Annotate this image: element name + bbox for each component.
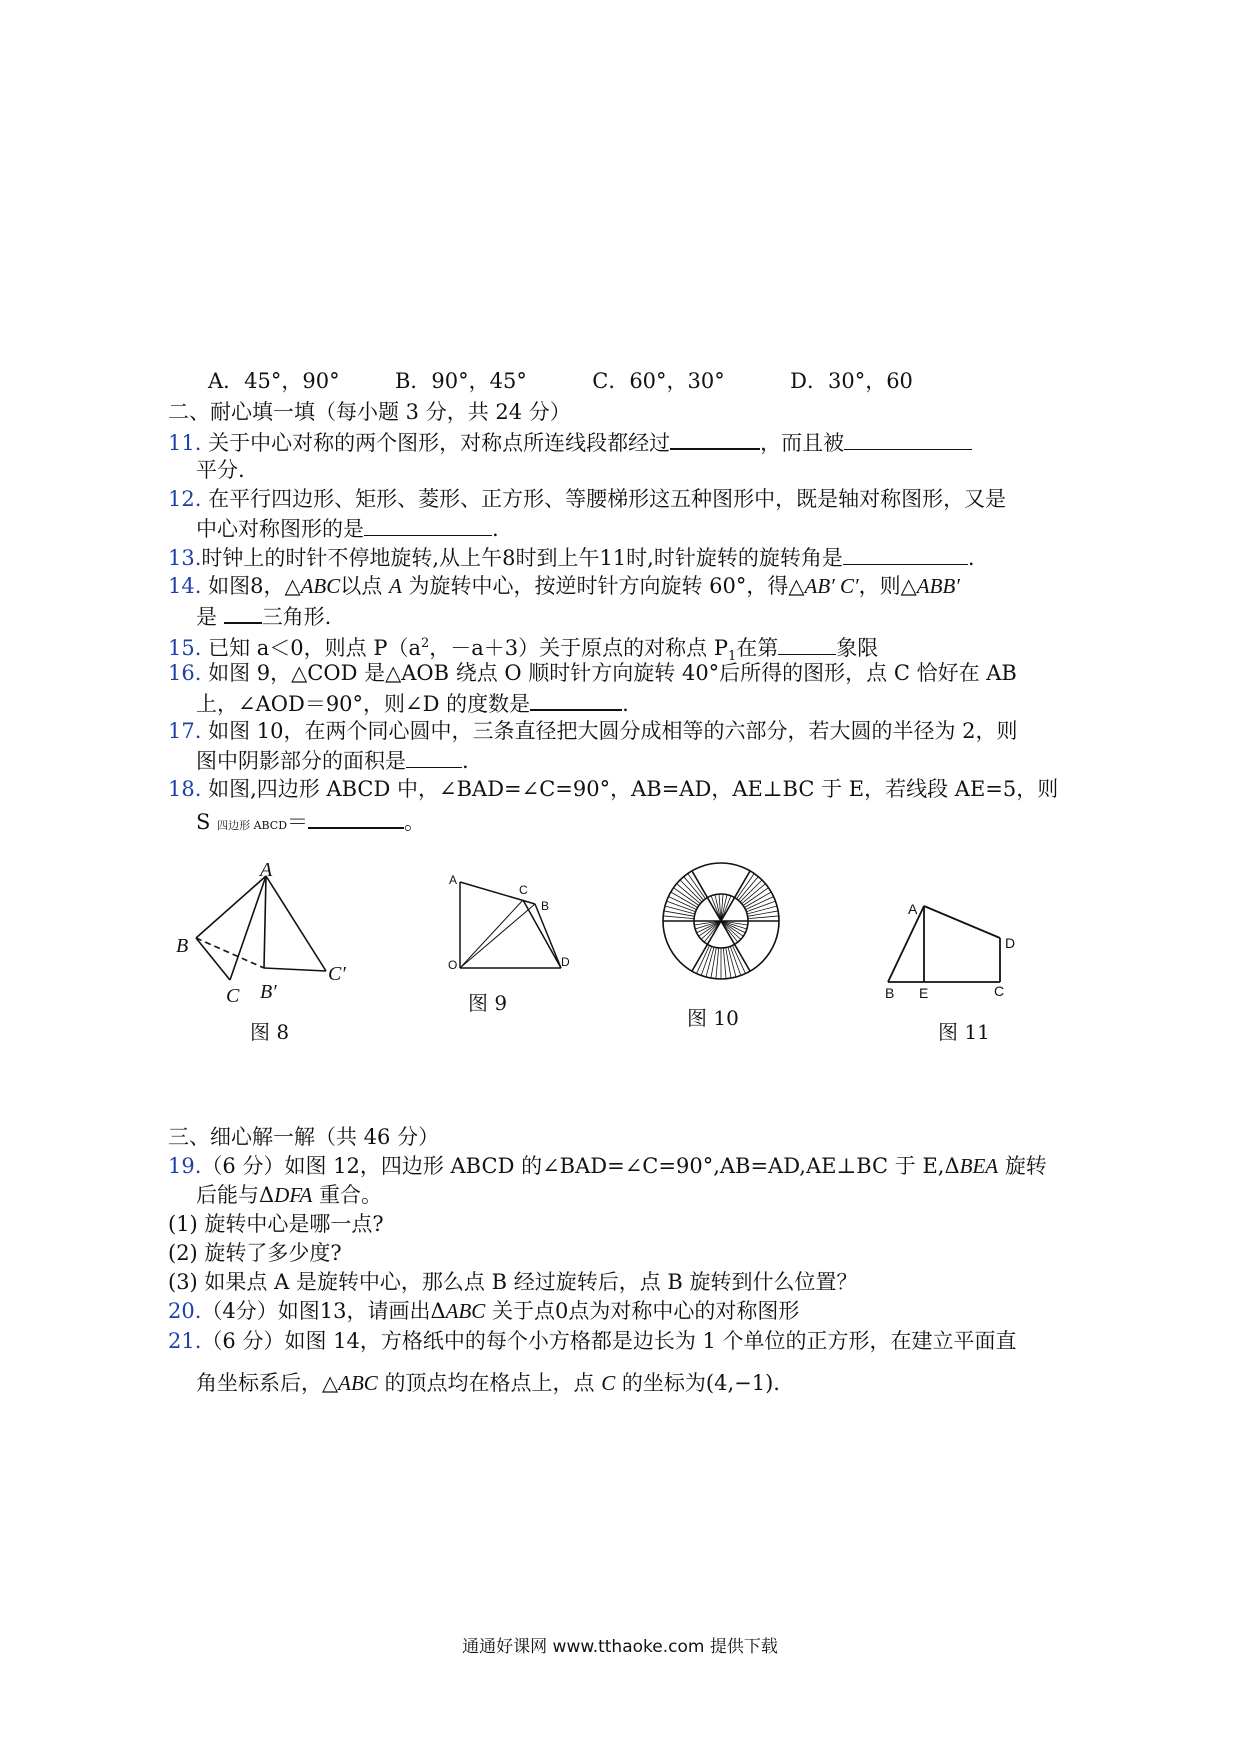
question-text: 如图,四边形 ABCD 中，∠BAD=∠C=90°，AB=AD，AE⊥BC 于 E，若线段 AE=5，则 [208,777,1059,801]
label-d: D [1005,935,1016,951]
question-text: 在第 [736,636,779,660]
label-b: B [176,935,189,957]
question-text: 。 [404,810,426,834]
question-text: . [622,692,629,716]
answer-blank[interactable] [224,600,262,624]
segment-ad [924,906,1000,938]
figure-10-caption: 图 10 [687,1006,739,1030]
math-text: (4,−1) [705,1371,774,1395]
question-text: 时钟上的时针不停地旋转,从上午8时到上午11时,时针旋转的旋转角是 [201,546,843,570]
answer-blank[interactable] [406,745,462,768]
question-19-sub3: (3) 如果点 A 是旋转中心，那么点 B 经过旋转后，点 B 旋转到什么位置？ [168,1270,858,1294]
label-b: B [885,985,895,1001]
math-text: ABB′ [916,574,960,598]
question-13 [168,542,975,573]
question-text: ，－a＋3）关于原点的对称点 P [429,636,728,660]
question-text: 上，∠AOD＝90°，则∠D 的度数是 [196,692,531,716]
segment-bb2-dashed [196,938,264,968]
question-number: 20. [168,1299,202,1323]
question-text: . [462,749,469,773]
question-text: 旋转 [1004,1154,1047,1178]
math-text: C [601,1371,616,1395]
answer-blank[interactable] [843,542,968,565]
math-text: ABC [338,1371,378,1395]
question-text: 角坐标系后，△ [196,1371,339,1395]
label-a: A [449,873,458,887]
label-e: E [919,985,929,1001]
math-text: ABC [300,574,341,598]
math-text: ＝ [287,810,309,834]
question-text: . [773,1371,780,1395]
footer: 通通好课网 www.tthaoke.com 提供下载 [462,1637,778,1657]
option-d: D．30°，60 [790,369,913,393]
question-text: 如图 9，△COD 是△AOB 绕点 O 顺时针方向旋转 40°后所得的图形，点 C 恰好在 AB [208,661,1017,685]
question-number: 13. [168,546,202,570]
hatch-line [663,916,694,919]
section3-heading: 三、细心解一解（共 46 分） [168,1125,440,1149]
label-a: A [908,901,918,917]
label-c-prime: C′ [328,963,346,985]
math-text: S [196,810,211,834]
question-text: 的坐标为 [621,1371,706,1395]
question-16-cont [196,687,629,719]
math-text: DFA [274,1183,313,1207]
question-text: 三角形. [261,605,332,629]
question-text: . [967,546,975,570]
question-18-cont [196,805,425,841]
question-text: （6 分）如图 12，四边形 ABCD 的∠BAD=∠C=90°,AB=AD,AE⊥BC 于 E,Δ [201,1154,960,1178]
answer-blank[interactable] [308,805,404,829]
segment-ab [888,906,924,982]
question-text: 如图8，△ [208,574,301,598]
question-14 [168,571,960,601]
question-text: 以点 [340,574,383,598]
math-text: AB′ C′ [804,574,859,598]
math-text: ABC [445,1299,486,1323]
question-18 [168,774,1058,804]
question-11 [168,426,972,458]
question-number: 12. [168,487,202,511]
figure-11 [880,896,1030,1006]
question-number: 14. [168,574,202,598]
superscript: 2 [420,636,430,651]
math-text: BEA [959,1154,999,1178]
segment-bd [535,904,561,968]
question-19-sub2: (2) 旋转了多少度? [168,1241,342,1265]
segment-oc [460,900,523,968]
hatch-line [748,911,779,916]
question-12-cont [196,513,499,544]
segment-ac2 [266,876,326,971]
segment-b2c2 [264,968,326,971]
answer-blank[interactable] [670,426,760,450]
question-number: 16. [168,661,202,685]
question-number: 21. [168,1329,202,1353]
question-17-cont [196,745,469,776]
label-c: C [994,983,1005,999]
hatch-line [723,948,726,979]
question-number: 15. [168,636,202,660]
question-text: 为旋转中心，按逆时针方向旋转 60°，得△ [408,574,805,598]
question-19-sub1: (1) 旋转中心是哪一点? [168,1212,384,1236]
segment-bc [196,938,230,980]
subscript: 1 [727,649,737,665]
question-text: ，则△ [858,574,917,598]
label-o: O [448,958,458,972]
hatch-line [721,921,743,936]
figure-11-caption: 图 11 [938,1020,990,1044]
math-text: A [388,574,402,598]
figure-9 [445,868,585,978]
answer-blank[interactable] [530,687,622,711]
label-c: C [519,883,528,897]
segment-ob [460,904,535,968]
question-text: 象限 [836,636,879,660]
question-number: 19. [168,1154,202,1178]
question-number: 18. [168,777,202,801]
question-text: 关于中心对称的两个图形，对称点所连线段都经过 [208,431,671,455]
question-20 [168,1296,799,1326]
label-c: C [226,985,240,1007]
question-text: ，而且被 [760,431,845,455]
question-text: 是 [196,605,217,629]
answer-blank[interactable] [364,513,492,536]
option-c: C．60°，30° [592,369,725,393]
question-text: 图中阴影部分的面积是 [196,749,406,773]
label-b-prime: B′ [260,981,277,1003]
hatch-line [726,948,731,979]
question-text: 重合。 [318,1183,382,1207]
section2-heading: 二、耐心填一填（每小题 3 分，共 24 分） [168,400,571,424]
question-19-cont [196,1180,382,1210]
hatch-line [716,948,719,979]
question-12 [168,484,1006,514]
label-b: B [541,899,550,913]
question-text: . [492,517,499,541]
answer-blank[interactable] [778,632,836,655]
question-text: 中心对称图形的是 [196,517,364,541]
question-text: 的顶点均在格点上，点 [384,1371,595,1395]
question-17 [168,716,1018,746]
question-text: 后能与Δ [196,1183,275,1207]
figure-10 [656,860,790,986]
option-a: A．45°，90° [208,369,340,393]
label-d: D [561,955,570,969]
question-text: 关于点0点为对称中心的对称图形 [492,1299,800,1323]
figure-8-caption: 图 8 [250,1020,290,1044]
hatch-line [748,916,779,919]
answer-blank[interactable] [844,427,972,450]
question-text: 在平行四边形、矩形、菱形、正方形、等腰梯形这五种图形中，既是轴对称图形，又是 [208,487,1007,511]
hatch-line [711,948,716,979]
question-number: 11. [168,431,202,455]
question-16 [168,658,1017,688]
question-14-cont [196,600,331,632]
figure-9-caption: 图 9 [468,991,508,1015]
options-line [208,366,913,396]
figure-8 [170,858,360,1008]
subscript: 四边形 ABCD [217,819,288,832]
question-19 [168,1151,1047,1181]
question-text: （4分）如图13，请画出Δ [201,1299,446,1323]
question-11-cont: 平分. [196,458,245,482]
option-b: B．90°，45° [394,369,527,393]
hatch-line [664,911,695,916]
question-21 [168,1326,1017,1356]
question-text: 已知 a＜0，则点 P（a [208,636,421,660]
hatch-line [699,921,721,936]
segment-ab2 [264,876,266,968]
question-text: 如图 10，在两个同心圆中，三条直径把大圆分成相等的六部分，若大圆的半径为 2，则 [208,719,1018,743]
question-text: （6 分）如图 14，方格纸中的每个小方格都是边长为 1 个单位的正方形，在建立平面直 [201,1329,1017,1353]
question-number: 17. [168,719,202,743]
question-21-cont [196,1368,780,1398]
label-a: A [260,859,273,881]
